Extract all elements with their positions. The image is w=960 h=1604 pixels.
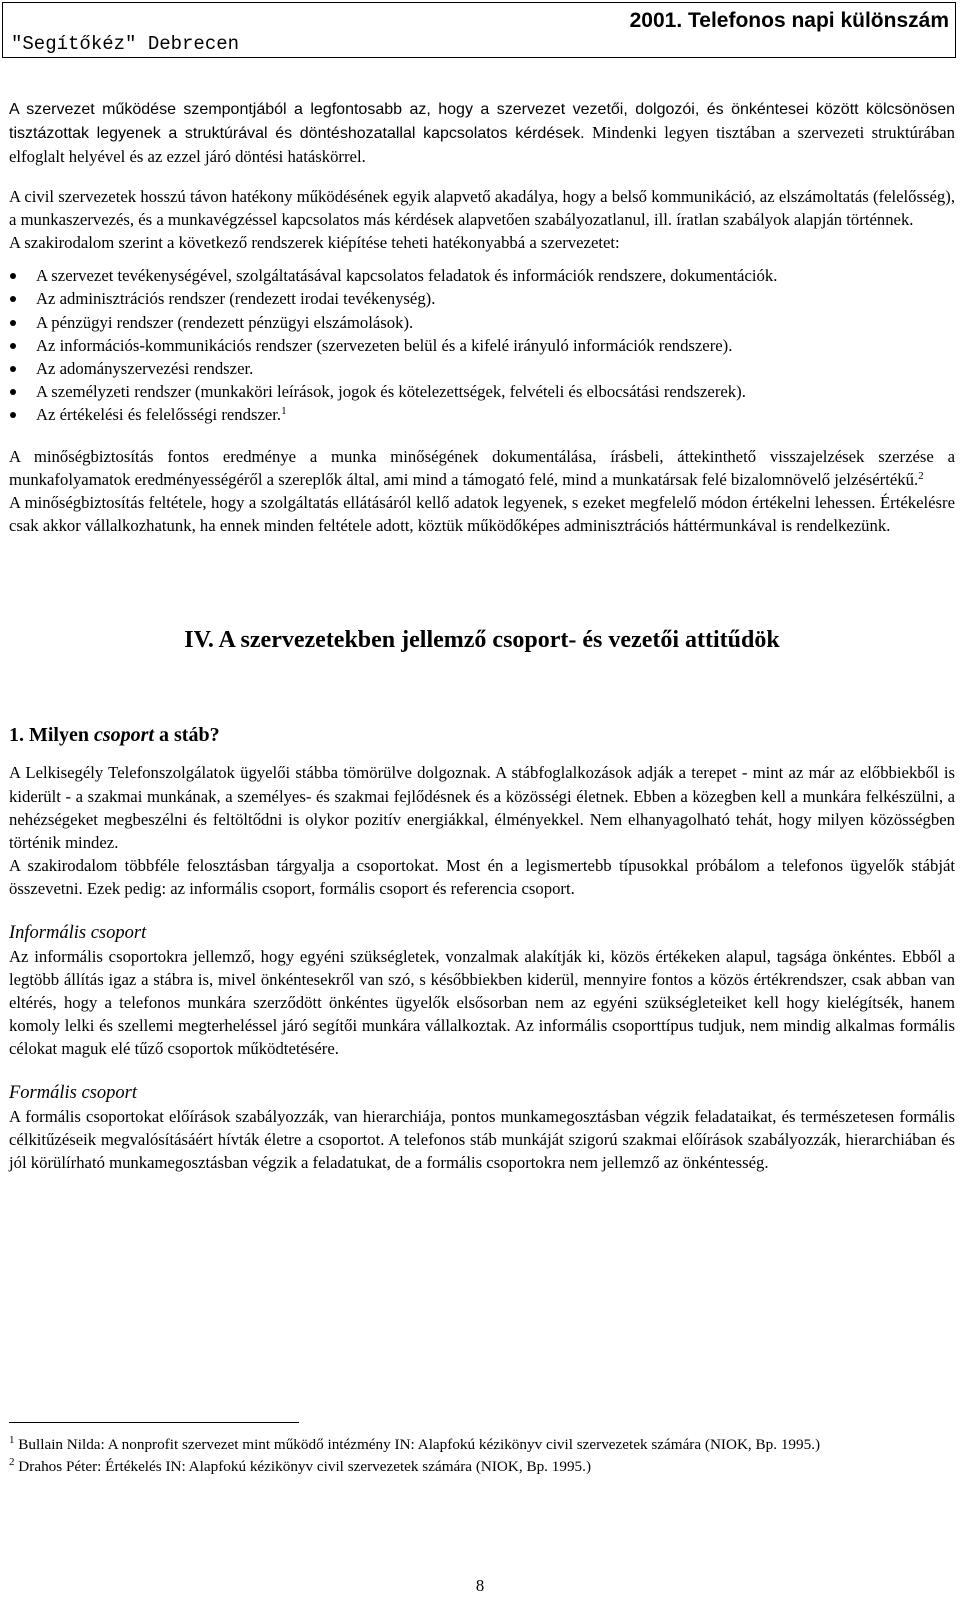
- list-item: A személyzeti rendszer (munkaköri leírások, jogok és kötelezettségek, felvételi és elbocsátási rendszerek).: [9, 380, 955, 403]
- bullet-icon: [10, 389, 16, 395]
- footnote-1: $^1$ Bullain Nilda: A nonprofit szervezet mint működő intézmény IN: Alapfokú kézikönyv civil szervezetek számára (NIOK, Bp. 1995.): [9, 1434, 821, 1453]
- intro-paragraph-1: [9, 97, 955, 169]
- bullet-icon: [10, 343, 16, 349]
- footnote-2: $^2$ Drahos Péter: Értékelés IN: Alapfokú kézikönyv civil szervezetek számára (NIOK, Bp. 1995.): [9, 1455, 592, 1475]
- list-item: Az adminisztrációs rendszer (rendezett irodai tevékenység).: [9, 287, 955, 310]
- footnote-separator: [9, 1422, 299, 1423]
- page-body: [9, 97, 955, 1174]
- list-item: Az értékelési és felelősségi rendszer.$^1$: [9, 403, 955, 426]
- bullet-icon: [10, 412, 16, 418]
- intro-paragraph-3: A szakirodalom szerint a következő rendszerek kiépítése teheti hatékonyabbá a szervezetet:: [9, 233, 620, 253]
- section-1-paragraph-1: A Lelkisegély Telefonszolgálatok ügyelői stábba tömörülve dolgoznak. A stábfoglalkozások adják a terepet - mint az már az előbbiekből is kiderült - a szakmai munkának, a személyes- és szakmai fejlődésnek és a közösségi életnek. Ebben a közegben kell a munkára felkészülni, a nehézségeket megbeszélni és feltöltődni is olykor pozitív energiákkal, élményekkel. Nem elhanyagolható tehát, hogy milyen közösségben történik mindez.: [9, 763, 955, 853]
- bullet-icon: [10, 296, 16, 302]
- footnote-ref-1[interactable]: 1: [281, 405, 287, 418]
- page-number: 8: [475, 1576, 485, 1595]
- chapter-title: IV. A szervezetekben jellemző csoport- és vezetői attitűdök: [184, 627, 780, 654]
- bullet-icon: [10, 320, 16, 326]
- footnote-ref-2[interactable]: 2: [918, 469, 924, 482]
- intro-paragraph-1-serif: Mindenki legyen tisztában a szervezeti struktúrában elfoglalt helyével és az ezzel járó döntési hatáskörrel.: [9, 123, 956, 167]
- footnotes: [9, 1434, 949, 1477]
- informal-group-text: Az informális csoportokra jellemző, hogy egyéni szükségletek, vonzalmak alakítják ki, közös értékeken alapul, tagsága önkéntes. Ebből a legtöbb állítás igaz a stábra is, mivel önkéntesekről van szó, s későbbiekben kiderül, mennyire fontos a közös értékrendszer, csak abban van eltérés, hogy a telefonos munkára szerződött önkéntes ügyelők elsősorban nem az egyéni szükségleteiket kell hogy kielégítsék, hanem komoly lelki és szellemi megterheléssel járó segítői munkára vállalkoztak. Az informális csoporttípus tudjuk, nem mindig alkalmas formális célokat maguk elé tűző csoportok működtetésére.: [9, 946, 955, 1059]
- header-publisher: "Segítőkéz" Debrecen: [11, 33, 240, 55]
- quality-paragraph-2: A minőségbiztosítás feltétele, hogy a szolgáltatás ellátásáról kellő adatok legyenek, s ezeket megfelelő módon értékelni lehessen. Értékelésre csak akkor vállalkozhatunk, ha ennek minden feltétele adott, köztük működőképes adminisztrációs háttérmunkával is rendelkezünk.: [9, 493, 955, 536]
- section-1-paragraph-2: A szakirodalom többféle felosztásban tárgyalja a csoportokat. Most én a legismertebb típusokkal próbálom a telefonos ügyelők stábját összevetni. Ezek pedig: az informális csoport, formális csoport és referencia csoport.: [9, 856, 955, 899]
- informal-group-heading: Informális csoport: [9, 922, 147, 943]
- list-item: Az adományszervezési rendszer.: [9, 357, 955, 380]
- formal-group-heading: Formális csoport: [9, 1082, 137, 1103]
- quality-paragraph-1: A minőségbiztosítás fontos eredménye a munka minőségének dokumentálása, írásbeli, áttekinthető visszajelzések szerzése a munkafolyamatok eredményességéről a szereplők által, ami mind a támogató felé, mind a munkatársak felé bizalomnövelő jelzésértékű.$^2$: [9, 446, 955, 489]
- list-item: Az információs-kommunikációs rendszer (szervezeten belül és a kifelé irányuló információk rendszere).: [9, 334, 955, 357]
- intro-paragraph-1-sans: A szervezet működése szempontjából a legfontosabb az, hogy a szervezet vezetői, dolgozói, és önkéntesei között kölcsönösen tisztázottak legyenek a struktúrával és döntéshozatallal kapcsolatos kérdések.: [9, 101, 955, 143]
- page-header: [2, 2, 956, 58]
- bullet-icon: [10, 366, 16, 372]
- systems-list: [9, 264, 955, 426]
- formal-group-text: A formális csoportokat előírások szabályozzák, van hierarchiája, pontos munkamegosztásban végzik feladataikat, és természetesen formális célkitűzéseik megvalósításáért hívták életre a csoportot. A telefonos stáb munkáját szigorú szakmai előírások szabályozzák, hierarchiában és jól körülírható munkamegosztásban végzik a feladatukat, de a formális csoportokra nem jellemző az önkéntesség.: [9, 1106, 955, 1173]
- intro-paragraph-2: A civil szervezetek hosszú távon hatékony működésének egyik alapvető akadálya, hogy a belső kommunikáció, az elszámoltatás (felelősség), a munkaszervezés, és a munkavégzéssel kapcsolatos más kérdések alapvetően szabályozatlanul, ill. íratlan szabályok alapján történnek.: [9, 186, 955, 229]
- section-1-title: 1. Milyen csoport a stáb?: [9, 724, 220, 747]
- header-issue-title: 2001. Telefonos napi különszám: [629, 9, 949, 32]
- list-item: A pénzügyi rendszer (rendezett pénzügyi elszámolások).: [9, 311, 955, 334]
- list-item: A szervezet tevékenységével, szolgáltatásával kapcsolatos feladatok és információk rendszere, dokumentációk.: [9, 264, 955, 287]
- bullet-icon: [10, 273, 16, 279]
